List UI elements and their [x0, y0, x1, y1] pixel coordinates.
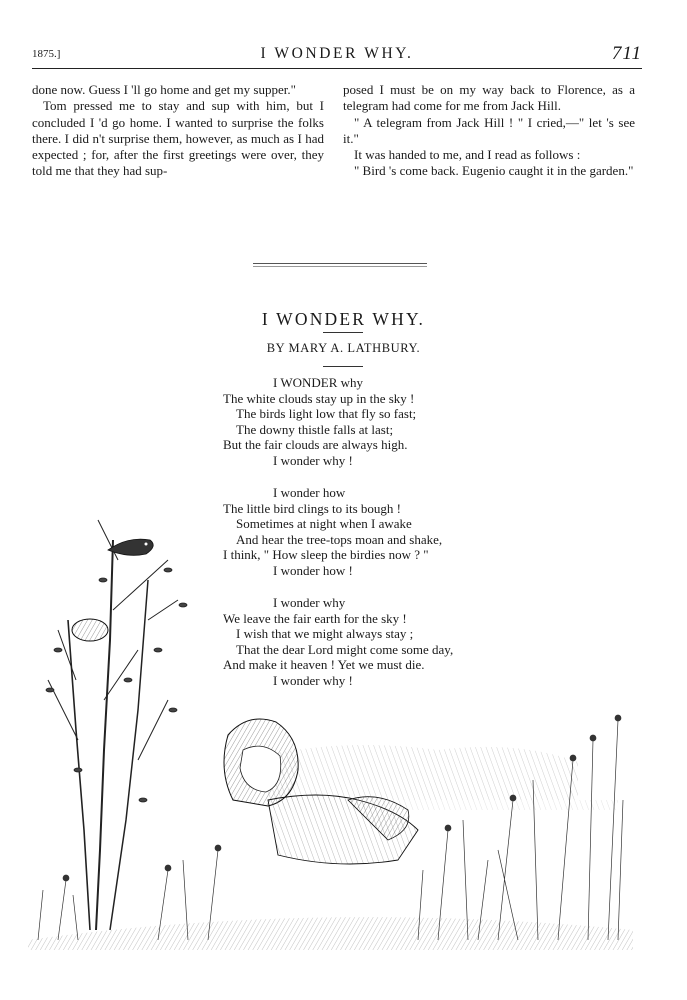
- poem-line: I wonder why !: [273, 672, 353, 688]
- bird-nest: [72, 619, 108, 641]
- paragraph: posed I must be on my way back to Florence, as a telegram had come for me from Jack Hill.: [343, 82, 635, 114]
- paragraph: Tom pressed me to stay and sup with him, but I concluded I 'd go home. I wanted to surprise the folks there. I did n't surprise them, however, as much as I had expected ; for, after the first greetings were over, they told me that they had sup-: [32, 98, 324, 179]
- poem-line: I wonder how: [273, 485, 346, 500]
- poem-line: And make it heaven ! Yet we must die.: [223, 657, 425, 673]
- poem-line: Sometimes at night when I awake: [236, 516, 412, 532]
- header-title: I WONDER WHY.: [260, 45, 414, 62]
- poem-line: But the fair clouds are always high.: [223, 437, 408, 453]
- poem-line: I wonder why: [273, 595, 346, 610]
- poem-line: We leave the fair earth for the sky !: [223, 610, 407, 626]
- poem-line: The downy thistle falls at last;: [236, 421, 394, 437]
- poem-title: I WONDER WHY.: [261, 309, 426, 329]
- paragraph: " A telegram from Jack Hill ! " I cried,—" let 's see it.": [343, 114, 635, 146]
- page-number: 711: [611, 43, 642, 64]
- paragraph: done now. Guess I 'll go home and get my supper.": [32, 82, 296, 97]
- prose-column-right: [343, 82, 635, 180]
- poem-line: The little bird clings to its bough !: [223, 500, 402, 516]
- poem-line: I wish that we might always stay ;: [236, 626, 414, 642]
- poem-stanza: [223, 375, 416, 469]
- poem-line: And hear the tree-tops moan and shake,: [236, 531, 443, 547]
- poem-line: The white clouds stay up in the sky !: [223, 390, 415, 406]
- paragraph: It was handed to me, and I read as follows :: [354, 147, 581, 163]
- poem-byline: BY MARY A. LATHBURY.: [266, 341, 421, 355]
- byline-rule: [323, 366, 363, 367]
- engraving-illustration: [18, 500, 643, 950]
- poem-line: I wonder why !: [273, 452, 353, 468]
- poem-line: I wonder how !: [273, 562, 353, 578]
- running-header: [32, 44, 642, 69]
- header-year: 1875.]: [32, 48, 61, 60]
- poem-line: I think, " How sleep the birdies now ? ": [223, 547, 429, 563]
- title-rule: [323, 332, 363, 333]
- section-divider: [253, 266, 427, 267]
- paragraph: " Bird 's come back. Eugenio caught it in the garden.": [354, 163, 634, 179]
- poem-line: The birds light low that fly so fast;: [236, 406, 417, 422]
- poem-line: I WONDER why: [273, 375, 364, 390]
- prose-column-left: [32, 82, 324, 180]
- poem-line: That the dear Lord might come some day,: [236, 641, 454, 657]
- section-divider: [253, 263, 427, 264]
